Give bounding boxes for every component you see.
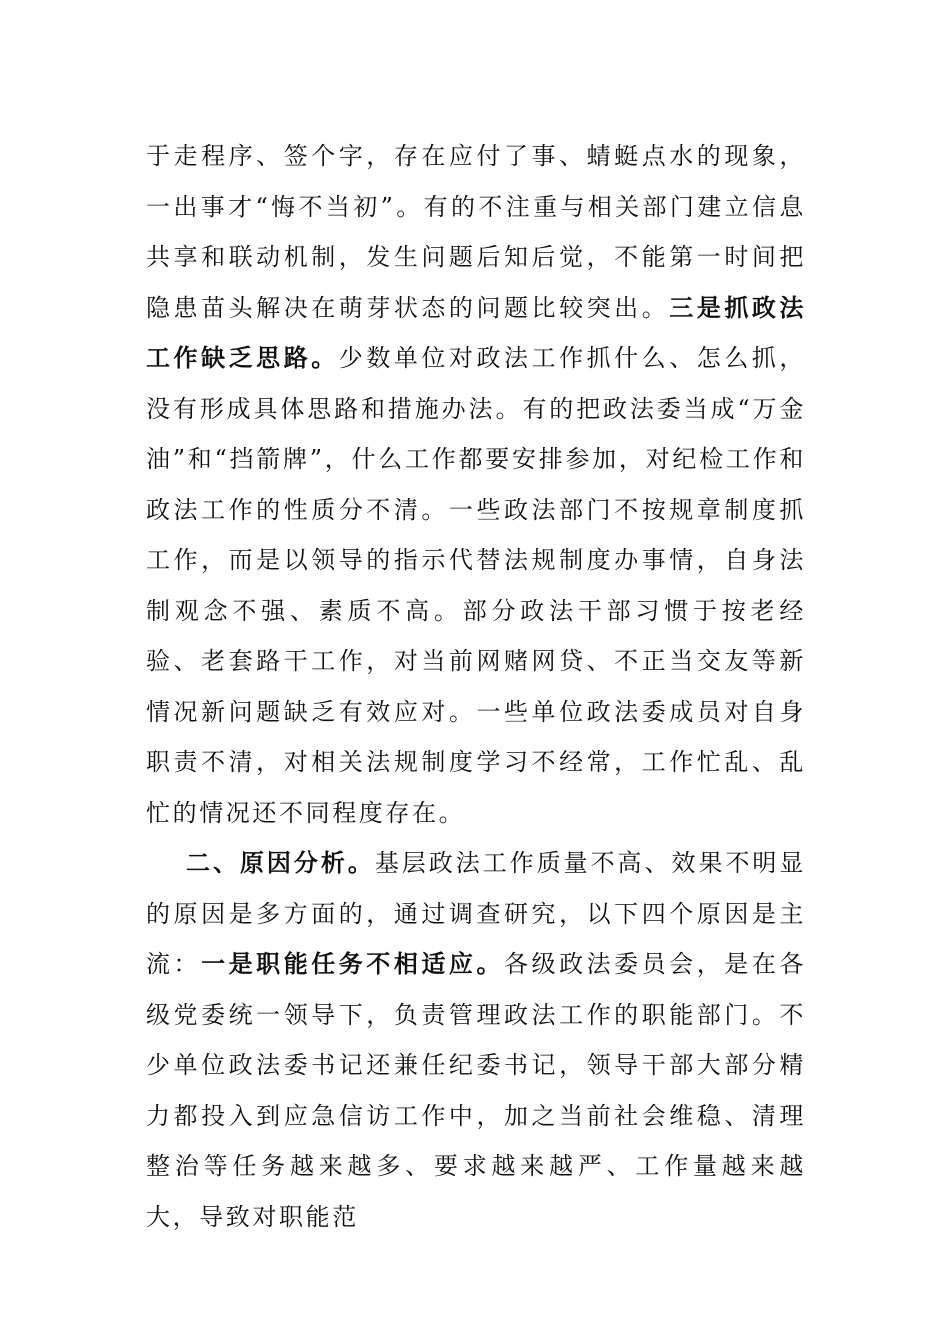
heading-point-three: 三是抓政法工作缺乏思路。 — [146, 292, 807, 372]
paragraph-1-text: 于走程序、签个字，存在应付了事、蜻蜓点水的现象，一出事才“悔不当初”。有的不注重与相关部门建立信息共享和联动机制，发生问题后知后觉，不能第一时间把隐患苗头解决在萌芽状态的问题比较突出。 — [146, 142, 806, 322]
paragraph-1 — [146, 131, 806, 838]
paragraph-2 — [146, 838, 806, 1242]
paragraph-1-text-continued: 少数单位对政法工作抓什么、怎么抓，没有形成具体思路和措施办法。有的把政法委当成“万金油”和“挡箭牌”，什么工作都要安排参加，对纪检工作和政法工作的性质分不清。一些政法部门不按规章制度抓工作，而是以领导的指示代替法规制度办事情，自身法制观念不强、素质不高。部分政法干部习惯于按老经验、老套路干工作，对当前网赌网贷、不正当交友等新情况新问题缺乏有效应对。一些单位政法委成员对自身职责不清，对相关法规制度学习不经常，工作忙乱、乱忙的情况还不同程度存在。 — [146, 344, 807, 827]
paragraph-2-text: 基层政法工作质量不高、效果不明显的原因是多方面的，通过调查研究，以下四个原因是主流： — [146, 849, 806, 978]
document-body — [146, 131, 806, 1242]
heading-point-one: 一是职能任务不相适应。 — [201, 949, 504, 978]
paragraph-2-text-continued: 各级政法委员会，是在各级党委统一领导下，负责管理政法工作的职能部门。不少单位政法委书记还兼任纪委书记，领导干部大部分精力都投入到应急信访工作中，加之当前社会维稳、清理整治等任务越来越多、要求越来越严、工作量越来越大，导致对职能范 — [146, 950, 806, 1231]
section-heading-cause-analysis: 二、原因分析。 — [186, 848, 375, 877]
